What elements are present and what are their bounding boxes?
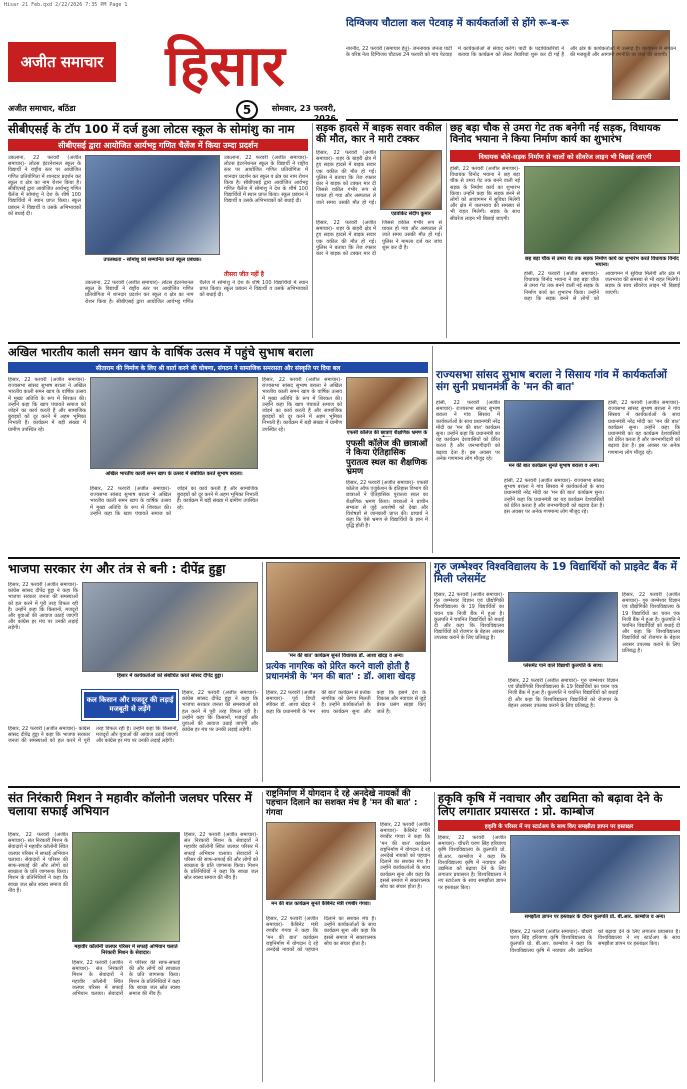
story4-caption: अखिल भारतीय काली समन खाप के उत्सव में संबोधित करते सुभाष बराला। [105, 471, 243, 477]
story8-body: हिसार, 22 फरवरी (अजीत समाचार)- पूर्व डिप्टी स्पीकर डॉ. आशा खेदड़ ने कहा कि प्रधानमंत्री के 'मन की बात' कार्यक्रम से प्रत्येक नागरिक को प्रेरणा मिलती है। उन्होंने कार्यकर्ताओं के साथ कार्यक्रम सुना और कहा कि इसमें देश के विकास और नवाचार से जुड़े प्रेरक प्रसंग साझा किए जाते हैं। [266, 690, 426, 715]
story6-headline: राज्यसभा सांसद सुभाष बराला ने सिसाय गांव में कार्यकर्ताओं संग सुनी प्रधानमंत्री के 'मन की बात' [436, 369, 667, 393]
divider [432, 346, 433, 553]
story1-caption: उपलब्धता - सोमांशु को सम्मानित करते स्कूल प्रबंधक। [103, 257, 202, 263]
divider [312, 123, 313, 338]
story11-body-a: हिसार, 22 फरवरी (अजीत समाचार)- कैबिनेट मंत्री रणबीर गंगवा ने कहा कि 'मन की बात' कार्यक्रम राष्ट्रनिर्माण में योगदान दे रहे अनदेखे नायकों को पहचान दिलाने का सशक्त मंच है। उन्होंने कार्यकर्ताओं के साथ कार्यक्रम सुना और कहा कि इससे समाज में सकारात्मक सोच का संचार होता है। [380, 822, 430, 891]
story7-body-b: हिसार, 22 फरवरी (अजीत समाचार)- कांग्रेस सांसद दीपेंद्र हुड्डा ने कहा कि भाजपा सरकार जनता की समस्याओं को हल करने में पूरी तरह विफल रही है। उन्होंने कहा कि किसानों, मजदूरों और युवाओं की आवाज उठाई जाएगी और कांग्रेस हर मंच पर उनकी लड़ाई लड़ेगी। [182, 690, 258, 734]
story9-headline: गुरु जम्भेश्वर विश्वविद्यालय के 19 विद्यार्थियों को प्राइवेट बैंक में मिली प्लेसमेंट [434, 561, 677, 585]
story3-caption: छह बड़ा चौक से उमरा गेट तक सड़क निर्माण कार्य का शुभारंभ करते विधायक विनोद भयाना। [525, 256, 679, 268]
divider [262, 792, 263, 1082]
story2-photo-label: एडवोकेट संदीप कुमार [391, 211, 431, 217]
story2-photo [380, 150, 442, 210]
story6-body-a: हांसी, 22 फरवरी (अजीत समाचार)- राज्यसभा सांसद सुभाष बराला ने गांव सिसाय में कार्यकर्ताओं के साथ प्रधानमंत्री नरेंद्र मोदी का 'मन की बात' कार्यक्रम सुना। उन्होंने कहा कि प्रधानमंत्री का यह कार्यक्रम देशवासियों को प्रेरित करता है और जनभागीदारी को बढ़ावा देता है। इस अवसर पर अनेक गणमान्य लोग मौजूद रहे। [436, 400, 500, 462]
story12-body-a: हिसार, 22 फरवरी (अजीत समाचार)- चौधरी चरण सिंह हरियाणा कृषि विश्वविद्यालय के कुलपति प्रो. बी.आर. काम्बोज ने कहा कि विश्वविद्यालय कृषि में नवाचार और उद्यमिता को बढ़ावा देने के लिए लगातार प्रयासरत है। विश्वविद्यालय ने नए स्टार्टअप के साथ समझौता ज्ञापन पर हस्ताक्षर किए। [438, 835, 506, 891]
story11-body: हिसार, 22 फरवरी (अजीत समाचार)- कैबिनेट मंत्री रणबीर गंगवा ने कहा कि 'मन की बात' कार्यक्रम राष्ट्रनिर्माण में योगदान दे रहे अनदेखे नायकों को पहचान दिलाने का सशक्त मंच है। उन्होंने कार्यकर्ताओं के साथ कार्यक्रम सुना और कहा कि इससे समाज में सकारात्मक सोच का संचार होता है। [266, 916, 376, 954]
story7-body: हिसार, 22 फरवरी (अजीत समाचार)- कांग्रेस सांसद दीपेंद्र हुड्डा ने कहा कि भाजपा सरकार जनता की समस्याओं को हल करने में पूरी तरह विफल रही है। उन्होंने कहा कि किसानों, मजदूरों और युवाओं की आवाज उठाई जाएगी और कांग्रेस हर मंच पर उनकी लड़ाई लड़ेगी। [8, 726, 178, 745]
divider [446, 123, 447, 338]
divider [262, 562, 263, 782]
story1-photo [85, 155, 220, 255]
story3-body-a: हांसी, 22 फरवरी (अजीत समाचार)- विधायक विनोद भयाना ने छह बड़ा चौक से उमरा गेट तक बनने वाली नई सड़क के निर्माण कार्य का शुभारंभ किया। उन्होंने कहा कि सड़क बनने से लोगों को आवागमन में सुविधा मिलेगी और क्षेत्र में जलभराव की समस्या से भी राहत मिलेगी। सड़क के साथ सीवरेज लाइन भी बिछाई जाएगी। [450, 166, 520, 222]
story9-body-b: हिसार, 22 फरवरी (अजीत समाचार)- गुरु जम्भेश्वर विज्ञान एवं प्रौद्योगिकी विश्वविद्यालय के 19 विद्यार्थियों का चयन एक निजी बैंक में हुआ है। कुलपति ने चयनित विद्यार्थियों को बधाई दी और कहा कि विश्वविद्यालय विद्यार्थियों को रोजगार के बेहतर अवसर उपलब्ध कराने के लिए प्रतिबद्ध है। [622, 592, 680, 654]
print-slug: Hisar 21 Feb.qxd 2/22/2026 7:35 PM Page 1 [4, 2, 128, 8]
page-number: 5 [236, 100, 258, 120]
story3-body: हांसी, 22 फरवरी (अजीत समाचार)- विधायक विनोद भयाना ने छह बड़ा चौक से उमरा गेट तक बनने वाली नई सड़क के निर्माण कार्य का शुभारंभ किया। उन्होंने कहा कि सड़क बनने से लोगों को आवागमन में सुविधा मिलेगी और क्षेत्र में जलभराव की समस्या से भी राहत मिलेगी। सड़क के साथ सीवरेज लाइन भी बिछाई जाएगी। [524, 271, 680, 302]
story2-headline: सड़क हादसे में बाइक सवार वकील की मौत, कार ने मारी टक्कर [316, 123, 442, 145]
story12-caption: समझौता ज्ञापन पर हस्ताक्षर के दौरान कुलपति प्रो. बी.आर. काम्बोज व अन्य। [524, 914, 666, 920]
story12-body: हिसार, 22 फरवरी (अजीत समाचार)- चौधरी चरण सिंह हरियाणा कृषि विश्वविद्यालय के कुलपति प्रो. बी.आर. काम्बोज ने कहा कि विश्वविद्यालय कृषि में नवाचार और उद्यमिता को बढ़ावा देने के लिए लगातार प्रयासरत है। विश्वविद्यालय ने नए स्टार्टअप के साथ समझौता ज्ञापन पर हस्ताक्षर किए। [510, 929, 680, 954]
story7-callout: कल किसान और मजदूर की लड़ाई मजबूती से लड़ेंगे [82, 690, 178, 720]
story9-caption: प्लेसमेंट पाने वाले विद्यार्थी कुलपति के साथ। [523, 663, 603, 669]
story11-headline: राष्ट्रनिर्माण में योगदान दे रहे अनदेखे नायकों की पहचान दिलाने का सशक्त मंच है 'मन की बात' : गंगवा [266, 789, 418, 818]
section-rule [8, 786, 680, 788]
story1-body: उकलाना, 22 फरवरी (अजीत समाचार)- लोटस इंटरनेशनल स्कूल के विद्यार्थी ने राष्ट्रीय स्तर पर आयोजित गणित प्रतियोगिता में शानदार प्रदर्शन कर स्कूल व क्षेत्र का नाम रोशन किया है। सीबीएसई द्वारा आयोजित आर्यभट्ट गणित चैलेंज में सोमांशु ने देश के शीर्ष 100 विद्यार्थियों में स्थान प्राप्त किया। स्कूल प्रबंधन ने विद्यार्थी व उसके अभिभावकों को बधाई दी। [8, 155, 81, 217]
story6-body: हांसी, 22 फरवरी (अजीत समाचार)- राज्यसभा सांसद सुभाष बराला ने गांव सिसाय में कार्यकर्ताओं के साथ प्रधानमंत्री नरेंद्र मोदी का 'मन की बात' कार्यक्रम सुना। उन्होंने कहा कि प्रधानमंत्री का यह कार्यक्रम देशवासियों को प्रेरित करता है और जनभागीदारी को बढ़ावा देता है। इस अवसर पर अनेक गणमान्य लोग मौजूद रहे। [504, 478, 604, 516]
story7-caption: हिसार में कार्यकर्ताओं को संबोधित करते सांसद दीपेंद्र हुड्डा। [116, 673, 224, 679]
story10-caption: महावीर कॉलोनी जलघर परिसर में सफाई अभियान चलाते निरंकारी मिशन के सेवादार। [74, 944, 178, 956]
story10-photo [72, 832, 180, 942]
story10-body: हिसार, 22 फरवरी (अजीत समाचार)- संत निरंकारी मिशन के सेवादारों ने महावीर कॉलोनी स्थित जलघर परिसर में सफाई अभियान चलाया। सेवादारों ने परिसर की साफ-सफाई की और लोगों को स्वच्छता के प्रति जागरूक किया। मिशन के प्रतिनिधियों ने कहा कि स्वच्छ जल स्रोत स्वस्थ समाज की नींव हैं। [72, 960, 180, 998]
story10-body-a: हिसार, 22 फरवरी (अजीत समाचार)- संत निरंकारी मिशन के सेवादारों ने महावीर कॉलोनी स्थित जलघर परिसर में सफाई अभियान चलाया। सेवादारों ने परिसर की साफ-सफाई की और लोगों को स्वच्छता के प्रति जागरूक किया। मिशन के प्रतिनिधियों ने कहा कि स्वच्छ जल स्रोत स्वस्थ समाज की नींव हैं। [8, 832, 68, 894]
story1-body-lower: उकलाना, 22 फरवरी (अजीत समाचार)- लोटस इंटरनेशनल स्कूल के विद्यार्थी ने राष्ट्रीय स्तर पर आयोजित गणित प्रतियोगिता में शानदार प्रदर्शन कर स्कूल व क्षेत्र का नाम रोशन किया है। सीबीएसई द्वारा आयोजित आर्यभट्ट गणित चैलेंज में सोमांशु ने देश के शीर्ष 100 विद्यार्थियों में स्थान प्राप्त किया। स्कूल प्रबंधन ने विद्यार्थी व उसके अभिभावकों को बधाई दी। [85, 280, 308, 305]
divider [434, 792, 435, 1082]
edition-title: हिसार [165, 33, 285, 99]
story11-photo [266, 822, 376, 900]
divider [430, 562, 431, 782]
story4-body-b: हिसार, 22 फरवरी (अजीत समाचार)- राज्यसभा सांसद सुभाष बराला ने अखिल भारतीय काली समन खाप के वार्षिक उत्सव में मुख्य अतिथि के रूप में शिरकत की। उन्होंने कहा कि खाप पंचायतें समाज को जोड़ने का कार्य करती हैं और सामाजिक बुराइयों को दूर करने में अहम भूमिका निभाती हैं। कार्यक्रम में बड़ी संख्या में ग्रामीण उपस्थित रहे। [262, 377, 342, 433]
story4-band: सीताराम की निर्माण के लिए श्री वार्ता करने की घोषणा, संगठन ने सामाजिक समरसता और संस्कृति पर दिया बल [8, 362, 428, 373]
story1-subhead2: तीसरा जीत नहीं है [224, 271, 264, 278]
top-right-rule [346, 119, 678, 121]
story1-headline: सीबीएसई के टॉप 100 में दर्ज हुआ लोटस स्कूल के सोमांशु का नाम [8, 122, 295, 136]
story7-photo [82, 582, 258, 672]
story12-band: हकृवि के परिसर में नए स्टार्टअप के साथ किए समझौता ज्ञापन पर हस्ताक्षर [438, 820, 680, 831]
story10-body-b: हिसार, 22 फरवरी (अजीत समाचार)- संत निरंकारी मिशन के सेवादारों ने महावीर कॉलोनी स्थित जलघर परिसर में सफाई अभियान चलाया। सेवादारों ने परिसर की साफ-सफाई की और लोगों को स्वच्छता के प्रति जागरूक किया। मिशन के प्रतिनिधियों ने कहा कि स्वच्छ जल स्रोत स्वस्थ समाज की नींव हैं। [184, 832, 258, 882]
masthead-rule [8, 119, 338, 121]
story8-photo [266, 562, 426, 652]
story6-caption: मन की बात कार्यक्रम सुनते सुभाष बराला व अन्य। [508, 463, 600, 469]
story11-caption: मन की बात कार्यक्रम सुनते कैबिनेट मंत्री रणबीर गंगवा। [271, 901, 371, 907]
story6-photo [504, 400, 604, 462]
story5-body: हिसार, 22 फरवरी (अजीत समाचार)- एफसी कॉलेज ऑफ एजुकेशन के इतिहास विभाग की छात्राओं ने ऐतिहासिक पुरातत्व स्थल का शैक्षणिक भ्रमण किया। छात्राओं ने प्राचीन सभ्यता से जुड़े अवशेषों को देखा और विशेषज्ञों से जानकारी प्राप्त की। प्राचार्य ने कहा कि ऐसे भ्रमण से विद्यार्थियों के ज्ञान में वृद्धि होती है। [346, 480, 428, 530]
story4-body-a: हिसार, 22 फरवरी (अजीत समाचार)- राज्यसभा सांसद सुभाष बराला ने अखिल भारतीय काली समन खाप के वार्षिक उत्सव में मुख्य अतिथि के रूप में शिरकत की। उन्होंने कहा कि खाप पंचायतें समाज को जोड़ने का कार्य करती हैं और सामाजिक बुराइयों को दूर करने में अहम भूमिका निभाती हैं। कार्यक्रम में बड़ी संख्या में ग्रामीण उपस्थित रहे। [8, 377, 86, 433]
story10-headline: संत निरंकारी मिशन ने महावीर कॉलोनी जलघर परिसर में चलाया सफाई अभियान [8, 791, 252, 819]
story6-body-b: हांसी, 22 फरवरी (अजीत समाचार)- राज्यसभा सांसद सुभाष बराला ने गांव सिसाय में कार्यकर्ताओं के साथ प्रधानमंत्री नरेंद्र मोदी का 'मन की बात' कार्यक्रम सुना। उन्होंने कहा कि प्रधानमंत्री का यह कार्यक्रम देशवासियों को प्रेरित करता है और जनभागीदारी को बढ़ावा देता है। इस अवसर पर अनेक गणमान्य लोग मौजूद रहे। [608, 400, 680, 456]
story2-body: हिसार, 22 फरवरी (अजीत समाचार)- शहर के बाहरी क्षेत्र में हुए सड़क हादसे में बाइक सवार एक वकील की मौत हो गई। पुलिस ने बताया कि तेज रफ्तार कार ने बाइक को टक्कर मार दी जिससे वकील गंभीर रूप से घायल हो गया और अस्पताल ले जाते समय उसकी मौत हो गई। पुलिस ने मामला दर्ज कर जांच शुरू कर दी है। [316, 220, 442, 258]
story4-body: हिसार, 22 फरवरी (अजीत समाचार)- राज्यसभा सांसद सुभाष बराला ने अखिल भारतीय काली समन खाप के वार्षिक उत्सव में मुख्य अतिथि के रूप में शिरकत की। उन्होंने कहा कि खाप पंचायतें समाज को जोड़ने का कार्य करती हैं और सामाजिक बुराइयों को दूर करने में अहम भूमिका निभाती हैं। कार्यक्रम में बड़ी संख्या में ग्रामीण उपस्थित रहे। [90, 486, 258, 517]
story12-headline: हकृवि कृषि में नवाचार और उद्यमिता को बढ़ावा देने के लिए लगातार प्रयासरत : प्रो. काम्बोज [438, 791, 663, 818]
story9-photo [508, 592, 618, 662]
story7-headline: भाजपा सरकार रंग और तंत्र से बनी : दीपेंद्र हुड्डा [8, 561, 226, 576]
story8-headline: प्रत्येक नागरिक को प्रेरित करने वाली होती है प्रधानमंत्री के 'मन की बात' : डॉ. आशा खेदड़ [266, 662, 416, 682]
story7-body-a: हिसार, 22 फरवरी (अजीत समाचार)- कांग्रेस सांसद दीपेंद्र हुड्डा ने कहा कि भाजपा सरकार जनता की समस्याओं को हल करने में पूरी तरह विफल रही है। उन्होंने कहा कि किसानों, मजदूरों और युवाओं की आवाज उठाई जाएगी और कांग्रेस हर मंच पर उनकी लड़ाई लड़ेगी। [8, 582, 78, 632]
story2-body-a: हिसार, 22 फरवरी (अजीत समाचार)- शहर के बाहरी क्षेत्र में हुए सड़क हादसे में बाइक सवार एक वकील की मौत हो गई। पुलिस ने बताया कि तेज रफ्तार कार ने बाइक को टक्कर मार दी जिससे वकील गंभीर रूप से घायल हो गया और अस्पताल ले जाते समय उसकी मौत हो गई। [316, 150, 376, 205]
top-right-headline: दिग्विजय चौटाला कल पेटवाड़ में कार्यकर्ताओं से होंगे रू-ब-रू [346, 18, 569, 29]
story5-caption: एफसी कॉलेज की छात्राएं शैक्षणिक भ्रमण के [346, 430, 428, 436]
story9-body: हिसार, 22 फरवरी (अजीत समाचार)- गुरु जम्भेश्वर विज्ञान एवं प्रौद्योगिकी विश्वविद्यालय के 19 विद्यार्थियों का चयन एक निजी बैंक में हुआ है। कुलपति ने चयनित विद्यार्थियों को बधाई दी और कहा कि विश्वविद्यालय विद्यार्थियों को रोजगार के बेहतर अवसर उपलब्ध कराने के लिए प्रतिबद्ध है। [508, 678, 618, 709]
brand-logo: अजीत समाचार [8, 42, 116, 82]
story1-subhead: सीबीएसई द्वारा आयोजित आर्यभट्ट गणित चैलेंज में किया उम्दा प्रदर्शन [8, 139, 308, 151]
story3-photo [524, 166, 680, 254]
story3-band: विधायक बोले-सड़क निर्माण से चालों को सीवरेज लाइन भी बिछाई जाएगी [450, 150, 680, 162]
section-rule [8, 557, 680, 559]
story4-headline: अखिल भारतीय काली समन खाप के वार्षिक उत्सव में पहुंचे सुभाष बराला [8, 345, 314, 359]
publisher-line: अजीत समाचार, बठिंडा [8, 104, 76, 113]
story9-body-a: हिसार, 22 फरवरी (अजीत समाचार)- गुरु जम्भेश्वर विज्ञान एवं प्रौद्योगिकी विश्वविद्यालय के 19 विद्यार्थियों का चयन एक निजी बैंक में हुआ है। कुलपति ने चयनित विद्यार्थियों को बधाई दी और कहा कि विश्वविद्यालय विद्यार्थियों को रोजगार के बेहतर अवसर उपलब्ध कराने के लिए प्रतिबद्ध है। [434, 592, 504, 642]
story3-headline: छह बड़ा चौक से उमरा गेट तक बनेगी नई सड़क, विधायक विनोद भयाना ने किया निर्माण कार्य का शुभारंभ [450, 123, 661, 145]
top-right-body: नारनौंद, 22 फरवरी (समाचार हेतु)- जननायक जनता पार्टी के वरिष्ठ नेता दिग्विजय चौटाला 24 फरवरी को गांव पेटवाड़ में कार्यकर्ताओं से संवाद करेंगे। पार्टी के पदाधिकारियों ने बताया कि कार्यक्रम को लेकर तैयारियां शुरू कर दी गई हैं और क्षेत्र के कार्यकर्ताओं में उत्साह है। कार्यक्रम में संगठन की मजबूती और आगामी रणनीति पर चर्चा की जाएगी। [346, 46, 676, 59]
story8-caption: 'मन की बात' कार्यक्रम सुनते विधायक डॉ. आशा खेदड़ व अन्य। [288, 653, 404, 659]
story12-photo [510, 835, 680, 913]
story4-photo [90, 377, 258, 469]
issue-date: सोमवार, 23 फरवरी, [271, 104, 336, 113]
story1-body-col: उकलाना, 22 फरवरी (अजीत समाचार)- लोटस इंटरनेशनल स्कूल के विद्यार्थी ने राष्ट्रीय स्तर पर आयोजित गणित प्रतियोगिता में शानदार प्रदर्शन कर स्कूल व क्षेत्र का नाम रोशन किया है। सीबीएसई द्वारा आयोजित आर्यभट्ट गणित चैलेंज में सोमांशु ने देश के शीर्ष 100 विद्यार्थियों में स्थान प्राप्त किया। स्कूल प्रबंधन ने विद्यार्थी व उसके अभिभावकों को बधाई दी। [224, 155, 308, 205]
section-rule [8, 342, 680, 344]
story5-photo [346, 377, 428, 429]
story5-headline: एफसी कॉलेज की छात्राओं ने किया ऐतिहासिक पुरातत्व स्थल का शैक्षणिक भ्रमण [346, 439, 428, 478]
